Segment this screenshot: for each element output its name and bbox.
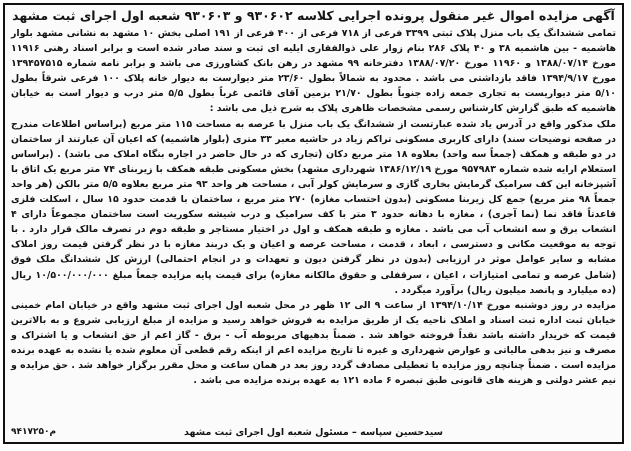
notice-body (11, 26, 616, 388)
notice-paragraph: تمامی ششدانگ یک باب منزل پلاک ثبتی ۳۳۹۹ فرعی از ۷۱۸ فرعی از ۴۰۰ فرعی از ۱۹۱ اصلی بخش ۱۰ مشهد به نشانی مشهد بلوار هاشمیه - بین هاشمیه ۳۸ و ۴۰ پلاک ۲۸۶ بنام زوار علی ذوالفقاری ایلیه ای ثبت و سند صادر شده است و برابر اسناد رهنی ۱۱۹۱۶ مورخ ۱۳۸۸/۰۷/۱۴ و ۱۱۹۶۰ مورخ ۱۳۸۸/۰۷/۲۰ دفترخانه ۹۹ مشهد در رهن بانک کشاورزی می باشد و برابر نامه شماره ۱۳۹۴۵۷۵۱۵ مورخ ۱۳۹۴/۹/۱۷ فاقد بازداشتی می باشد . محدود به شمالاً بطول ۲۳/۶۰ متر دیوارست به دیوار خانه پلاک ۱۰۰ فرعی شرقاً بطول ۵/۱۰ متر دیواریست به تجاری جمعه زاده جنوباً بطول ۲۱/۷۰ بزمین آقای قائمی غرباً بطول ۵/۵ متر درب و دیوار است به خیابان هاشمیه که طبق گزارش کارشناس رسمی مشخصات ظاهری پلاک به شرح ذیل می باشد : (11, 28, 617, 115)
signature-line: سیدحسین سپاسه – مسئول شعبه اول اجرای ثبت مشهد (184, 427, 443, 438)
notice-paragraph: مزایده در روز دوشنبه مورخ ۱۳۹۴/۱۰/۱۴ از ساعت ۹ الی ۱۲ ظهر در محل شعبه اول اجرای ثبت مشهد واقع در خیابان امام خمینی خیابان ثبت اداره ثبت اسناد و املاک ناحیه یک از طریق مزایده به فروش خواهد رسید و مزایده از مبلغ ارزیابی شروع و به بالاترین قیمت که خریدار داشته باشد نقداً فروخته خواهد شد . ضمناً بدهیهای مربوطه آب - برق - گاز اعم از حق انشعاب و یا اشتراک و مصرف و نیز بدهی مالیاتی و عوارض شهرداری و غیره تا تاریخ مزایده اعم از اینکه رقم قطعی آن معلوم شده یا نشده به عهده برنده مزایده است . ضمناً چنانچه روز مزایده با تعطیلی مصادف گردد روز بعد در همان ساعت و محل مقرر برگزار خواهد شد . حق مزایده و نیم عشر دولتی و هزینه های قانونی طبق تبصره ۶ ماده ۱۲۱ به عهده برنده مزایده می باشد . (11, 299, 616, 387)
reference-number: م۹۴۱۷۲۵۰ (11, 427, 57, 437)
notice-paragraph: ملک مذکور واقع در آدرس یاد شده عبارتست از ششدانگ یک باب منزل با عرصه به مساحت ۱۱۵ متر مربع (براساس اطلاعات مندرج در صفحه توضیحات سند) دارای کاربری مسکونی تراکم زیاد در حاشیه معبر ۳۳ متری (بلوار هاشمیه) که اعیان آن عبارتند از ساختمان در دو طبقه و همکف (جمعاً سه واحد) بعلاوه ۱۸ متر مربع دکان (تجاری که در حال حاضر در اجاره بنگاه املاک می باشد) . (براساس استعلام ارایه شده شماره ۹۵۷۹۸۳ مورخ ۱۳۸۶/۱۲/۱۹ شهرداری مشهد) بخش مسکونی طبقه همکف با زیربنای ۷۴ متر مربع یک اتاق با آشپزخانه این کف سرامیک گرمایش بخاری گازی و سرمایش کولر آبی ، مساحت هر واحد ۹۳ متر مربع بعلاوه ۵/۵ متر بالکن (هر واحد جمعاً ۹۸ متر مربع) جمع کل زیربنا مسکونی (بدون احتساب مغازه) ۲۷۰ متر مربع ، ساختمان با قدمت حدود ۱۵ سال ، اسکلت فلزی قاعدتاً فاقد نما (نما آجری) ، مغازه با دهانه حدود ۳ متر با کف سرامیک و درب شیشه سکوریت است ساختمان مجموعاً دارای ۴ انشعاب برق و سه انشعاب آب می باشد . مغازه و طبقه همکف و اول در اختیار مستاجر و طبقه دوم در تصرف مالک قرار دارد . با توجه به موقعیت مکانی و دسترسی ، ابعاد ، قدمت ، مساحت عرصه و اعیان و یک دربند مغازه با در نظر گرفتن قیمت روز املاک مشابه و سایر عوامل موثر در ارزیابی (بدون در نظر گرفتن دیون و تعهدات و در انجام احتمالی) ارزش کل ششدانگ ملک فوق (شامل عرصه و تمامی امتیازات ، اعیان ، سرقفلی و حقوق مالکانه مغازه) برای قیمت پایه مزایده جمعاً مبلغ ۱۰/۵۰۰/۰۰۰/۰۰۰ ریال (ده میلیارد و پانصد میلیون ریال) برآورد میگردد . (11, 118, 617, 296)
notice-title: آگهی مزایده اموال غیر منقول پرونده اجرایی کلاسه ۹۳۰۶۰۲ و ۹۳۰۶۰۳ شعبه اول اجرای ثبت مشهد (12, 8, 615, 23)
notice-footer (11, 425, 616, 440)
auction-notice (3, 3, 624, 444)
